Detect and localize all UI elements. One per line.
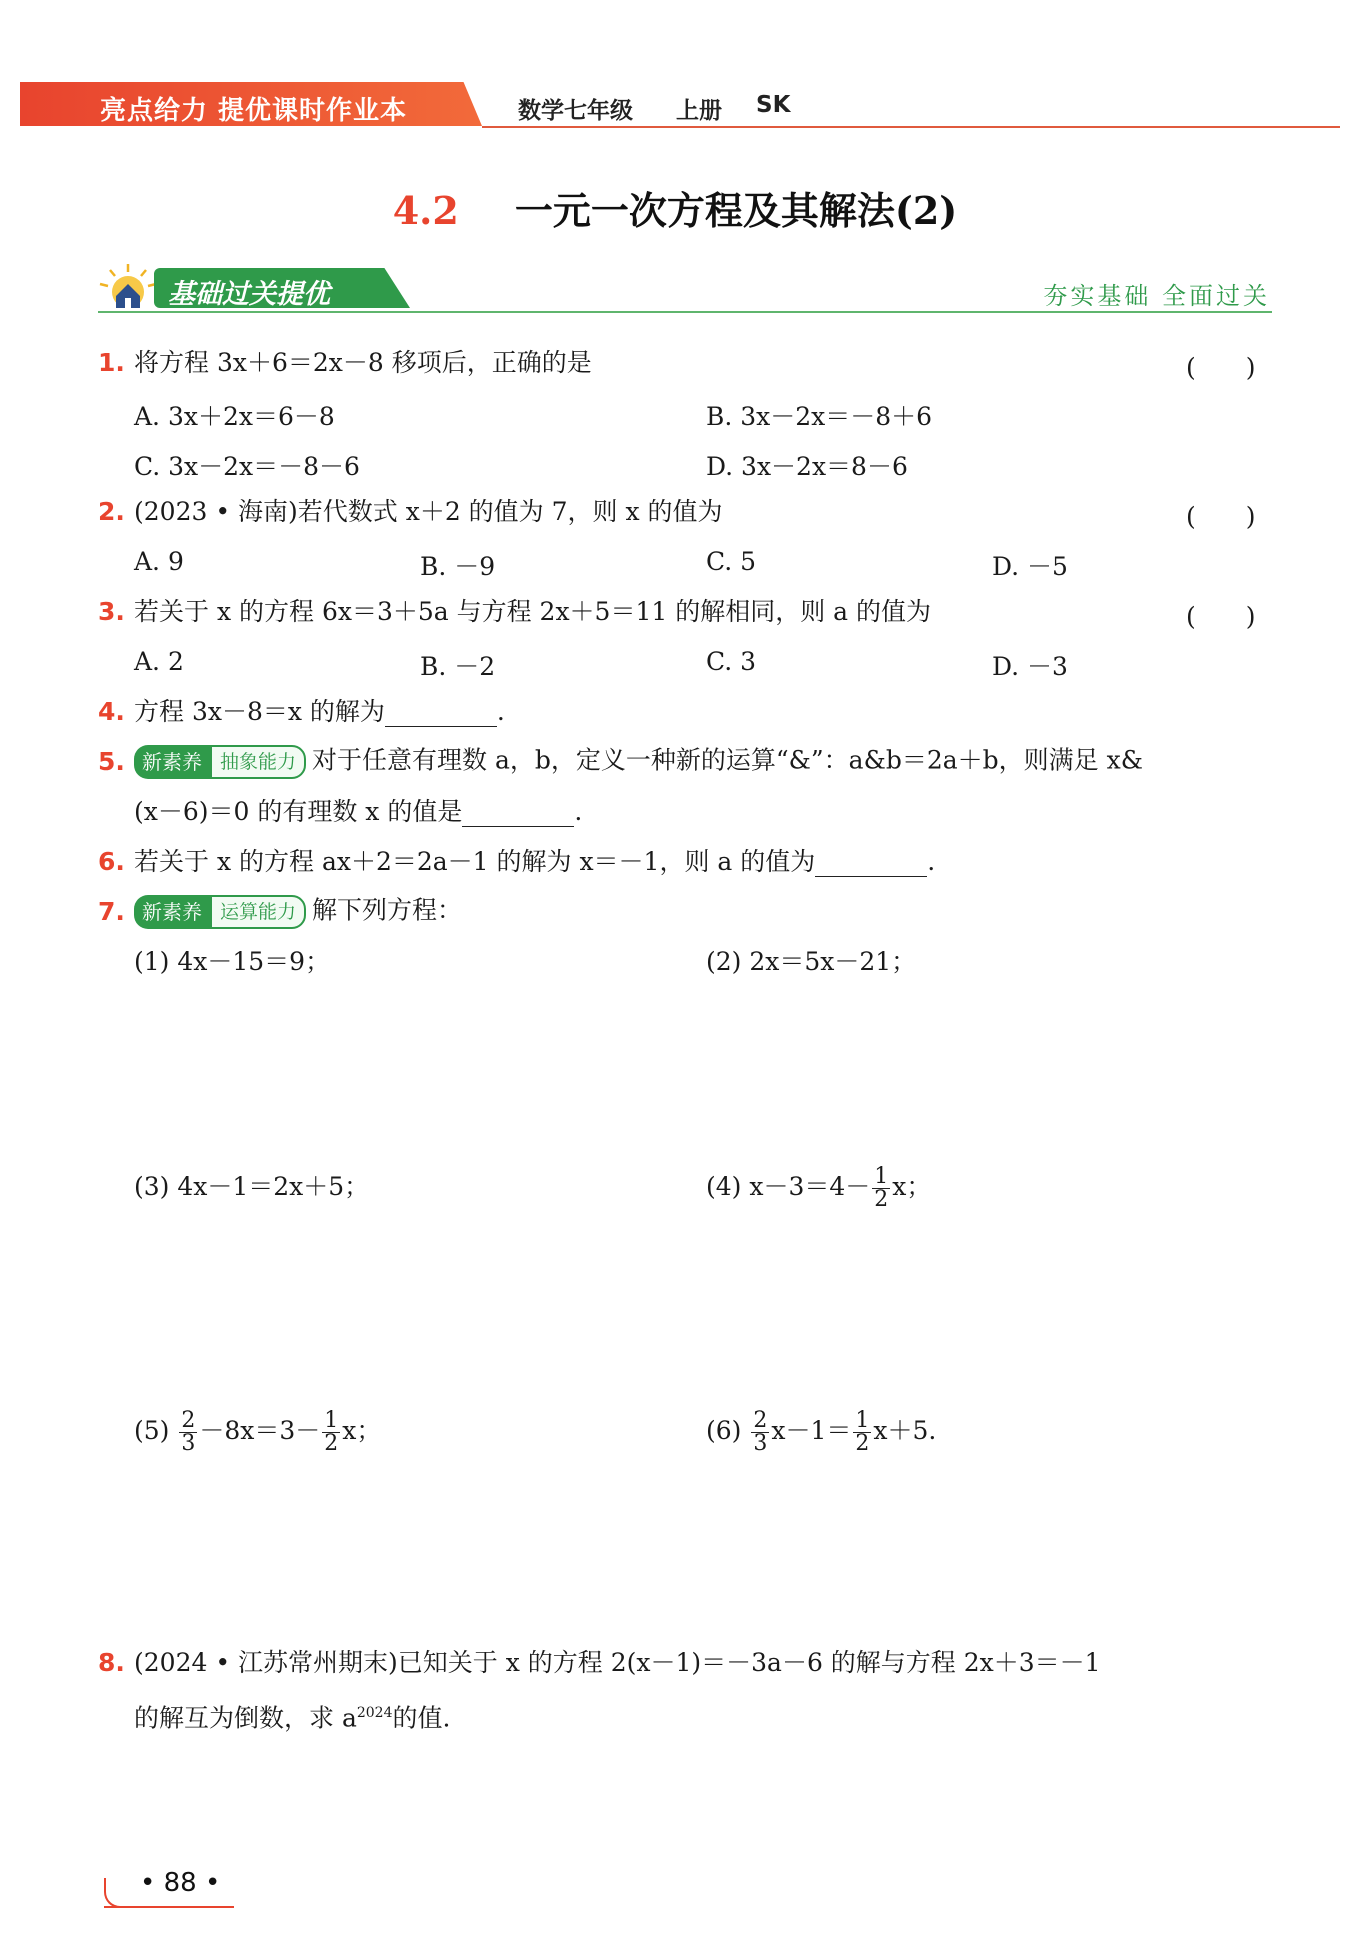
- q3-option-c: C. 3: [706, 647, 757, 676]
- q7-part-5-fraction-2: [322, 1410, 340, 1455]
- q5-answer-blank[interactable]: [462, 802, 574, 827]
- fraction-numerator: 1: [874, 1164, 889, 1189]
- q7-text: 解下列方程：: [312, 895, 463, 925]
- q2-option-b: B. －9: [420, 552, 496, 581]
- q3-option-b: B. －2: [420, 652, 496, 681]
- header-volume: 上册: [676, 98, 722, 124]
- q7-stem: [134, 895, 462, 929]
- q4-end: .: [496, 697, 505, 726]
- header-edition: SK: [756, 92, 791, 118]
- q5-line2-text: (x－6)＝0 的有理数 x 的值是: [134, 797, 463, 826]
- q3-answer-paren: ( ): [1186, 602, 1256, 631]
- q7-part-4: [706, 1156, 931, 1218]
- q4-stem: [134, 697, 505, 727]
- q5-badge: [134, 745, 306, 779]
- q8-line2: [134, 1698, 450, 1733]
- q2-stem: (2023 • 海南)若代数式 x＋2 的值为 7，则 x 的值为: [134, 497, 723, 526]
- q1-option-b: B. 3x－2x＝－8＋6: [706, 402, 933, 431]
- q3-number: 3.: [98, 597, 125, 626]
- q7-part-4-b: x；: [892, 1172, 932, 1201]
- q5-end: .: [574, 797, 583, 826]
- page-number: • 88 •: [140, 1868, 221, 1898]
- q2-option-c: C. 5: [706, 547, 757, 576]
- q2-option-d: D. －5: [992, 552, 1068, 581]
- fraction-numerator: 2: [181, 1408, 196, 1433]
- q7-part-4-label: (4): [706, 1172, 742, 1201]
- footer-rule: [104, 1906, 234, 1908]
- q7-badge-skill: 运算能力: [210, 895, 306, 929]
- q7-part-6: [706, 1400, 936, 1462]
- q7-part-4-fraction: [872, 1166, 890, 1211]
- fraction-denominator: 3: [753, 1431, 768, 1456]
- q7-part-6-b: x＋5.: [873, 1416, 937, 1445]
- q7-part-6-a: x－1＝: [771, 1416, 852, 1445]
- q7-number: 7.: [98, 897, 125, 926]
- q6-stem: [134, 847, 935, 877]
- q3-stem: 若关于 x 的方程 6x＝3＋5a 与方程 2x＋5＝11 的解相同，则 a 的值为: [134, 597, 932, 626]
- q8-exponent: 2024: [356, 1705, 393, 1721]
- q4-text: 方程 3x－8＝x 的解为: [134, 697, 385, 726]
- q1-stem: 将方程 3x＋6＝2x－8 移项后，正确的是: [134, 348, 592, 377]
- q7-part-1: (1) 4x－15＝9；: [134, 947, 331, 976]
- fraction-denominator: 2: [324, 1431, 339, 1456]
- section-slogan: 夯实基础 全面过关: [1043, 282, 1270, 310]
- q2-number: 2.: [98, 497, 125, 526]
- header-rule: [482, 126, 1340, 128]
- q1-number: 1.: [98, 348, 125, 377]
- q7-part-2: (2) 2x＝5x－21；: [706, 947, 917, 976]
- q4-number: 4.: [98, 697, 125, 726]
- q7-part-5-fraction-1: [179, 1410, 197, 1455]
- q8-line2-b: 的值.: [392, 1703, 451, 1733]
- q7-part-6-fraction-2: [853, 1410, 871, 1455]
- lesson-number: 4.2: [392, 188, 459, 233]
- q2-answer-paren: ( ): [1186, 502, 1256, 531]
- q7-part-4-a: x－3＝4－: [749, 1172, 871, 1201]
- q8-line2-a: 的解互为倒数，求 a: [134, 1703, 357, 1733]
- q7-part-6-fraction-1: [751, 1410, 769, 1455]
- q1-option-c: C. 3x－2x＝－8－6: [134, 452, 360, 481]
- q5-badge-skill: 抽象能力: [210, 745, 306, 779]
- fraction-denominator: 3: [181, 1431, 196, 1456]
- q5-line2: [134, 797, 582, 827]
- q3-option-d: D. －3: [992, 652, 1068, 681]
- q1-answer-paren: ( ): [1186, 353, 1256, 382]
- q2-option-a: A. 9: [134, 547, 184, 576]
- section-tag-label: 基础过关提优: [168, 279, 330, 310]
- q4-answer-blank[interactable]: [385, 702, 497, 727]
- header-brand: 亮点给力 提优课时作业本: [100, 96, 408, 126]
- q7-badge: [134, 895, 306, 929]
- fraction-numerator: 1: [855, 1408, 870, 1433]
- lesson-name: 一元一次方程及其解法(2): [514, 188, 958, 233]
- q8-line1: (2024 • 江苏常州期末)已知关于 x 的方程 2(x－1)＝－3a－6 的解与方程 2x＋3＝－1: [134, 1648, 1101, 1677]
- q5-number: 5.: [98, 747, 125, 776]
- q6-end: .: [927, 847, 936, 876]
- q5-line1-text: 对于任意有理数 a，b，定义一种新的运算“&”：a&b＝2a＋b，则满足 x&: [312, 745, 1143, 775]
- q1-option-a: A. 3x＋2x＝6－8: [134, 402, 335, 431]
- fraction-numerator: 2: [753, 1408, 768, 1433]
- q5-badge-new: 新素养: [134, 745, 210, 779]
- sun-house-icon: [98, 262, 158, 318]
- q7-badge-new: 新素养: [134, 895, 210, 929]
- q7-part-6-label: (6): [706, 1416, 742, 1445]
- q3-option-a: A. 2: [134, 647, 184, 676]
- q7-part-5: [134, 1400, 381, 1462]
- fraction-denominator: 2: [855, 1431, 870, 1456]
- q8-number: 8.: [98, 1648, 125, 1677]
- q7-part-5-b: x；: [342, 1416, 382, 1445]
- q6-answer-blank[interactable]: [815, 852, 927, 877]
- q7-part-3: (3) 4x－1＝2x＋5；: [134, 1172, 370, 1201]
- section-rule: [98, 311, 1272, 313]
- q7-part-5-a: －8x＝3－: [199, 1416, 321, 1445]
- q7-part-5-label: (5): [134, 1416, 170, 1445]
- footer-curl: [104, 1878, 134, 1908]
- fraction-denominator: 2: [874, 1187, 889, 1212]
- lesson-title: [0, 180, 1350, 235]
- q5-line1: [134, 745, 1143, 779]
- fraction-numerator: 1: [324, 1408, 339, 1433]
- header-subject: 数学七年级: [518, 98, 633, 124]
- q6-number: 6.: [98, 847, 125, 876]
- q1-option-d: D. 3x－2x＝8－6: [706, 452, 908, 481]
- q6-text: 若关于 x 的方程 ax＋2＝2a－1 的解为 x＝－1，则 a 的值为: [134, 847, 816, 876]
